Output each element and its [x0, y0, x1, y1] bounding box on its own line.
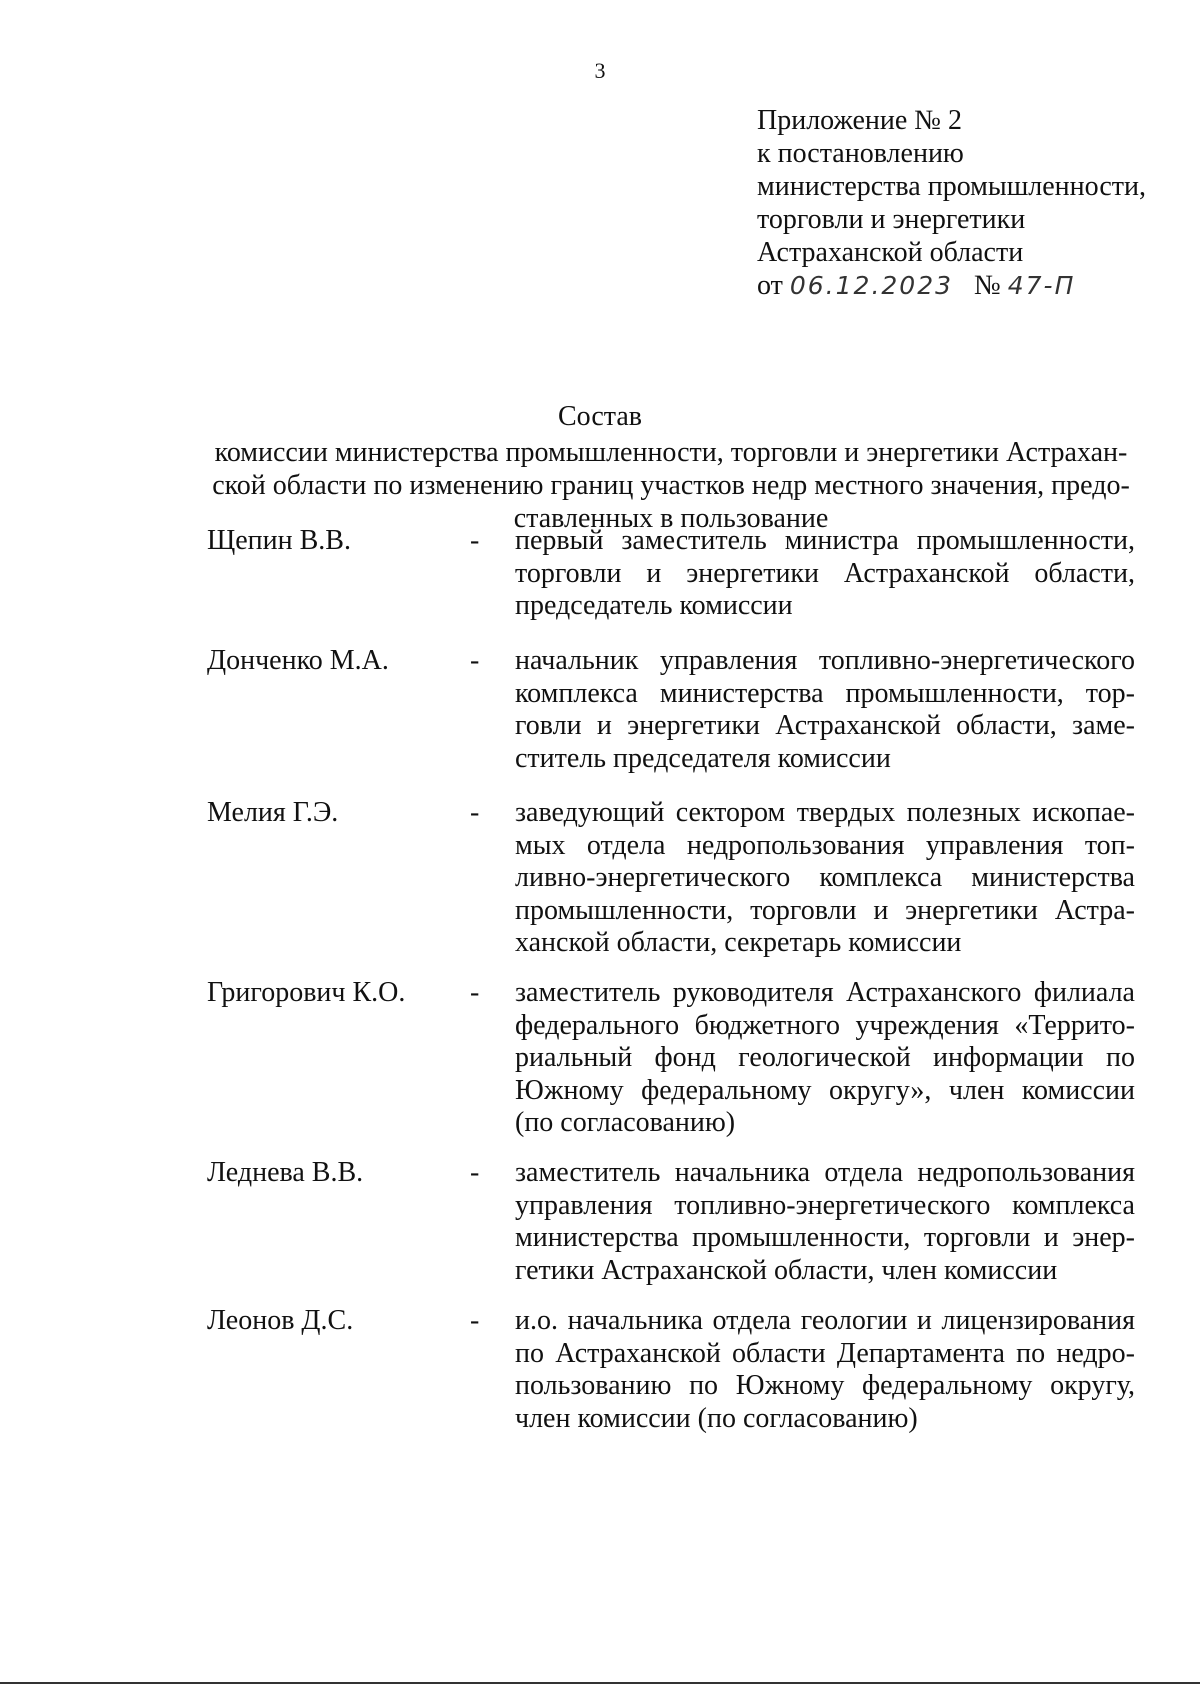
member-dash: - — [470, 525, 480, 556]
document-subtitle — [207, 436, 1135, 535]
member-description — [515, 1157, 1135, 1287]
member-description — [515, 797, 1135, 960]
member-name: Леонов Д.С. — [207, 1305, 354, 1336]
number-prefix: № — [974, 270, 1001, 301]
appendix-line: Астраханской области — [757, 237, 1024, 268]
appendix-date-line — [757, 269, 1177, 302]
description-line: комплекса министерства промышленности, тор- — [515, 677, 1135, 709]
appendix-block — [757, 104, 1177, 302]
handwritten-date: 06.12.2023 — [789, 271, 954, 300]
document-title: Состав — [557, 401, 643, 432]
member-description — [515, 977, 1135, 1140]
member-dash: - — [470, 977, 480, 1008]
member-dash: - — [470, 797, 480, 828]
description-line: член комиссии (по согласованию) — [515, 1402, 918, 1434]
member-name: Григорович К.О. — [207, 977, 406, 1008]
appendix-line: торговли и энергетики — [757, 204, 1026, 235]
member-description — [515, 525, 1135, 623]
member-dash: - — [470, 645, 480, 676]
description-line: промышленности, торговли и энергетики Астра- — [515, 894, 1135, 926]
description-line: гетики Астраханской области, член комиссии — [515, 1254, 1058, 1286]
page-bottom-rule — [0, 1682, 1200, 1684]
page-number: 3 — [594, 58, 606, 83]
description-line: заместитель руководителя Астраханского филиала — [515, 977, 1135, 1008]
description-line: Южному федеральному округу», член комиссии — [515, 1074, 1135, 1106]
member-description — [515, 1305, 1135, 1435]
member-name: Мелия Г.Э. — [207, 797, 339, 828]
member-name: Щепин В.В. — [207, 525, 351, 556]
description-line: по Астраханской области Департамента по недро- — [515, 1337, 1135, 1369]
description-line: заведующий сектором твердых полезных ископае- — [515, 797, 1135, 828]
member-dash: - — [470, 1157, 480, 1188]
appendix-line: Приложение № 2 — [757, 105, 962, 136]
handwritten-number: 47-П — [1007, 271, 1076, 300]
description-line: пользованию по Южному федеральному округу, — [515, 1370, 1135, 1401]
description-line: ливно-энергетического комплекса министерства — [515, 862, 1135, 893]
description-line: федерального бюджетного учреждения «Террито- — [515, 1009, 1135, 1041]
appendix-line: министерства промышленности, — [757, 171, 1146, 202]
description-line: риальный фонд геологической информации по — [515, 1042, 1135, 1073]
description-line: председатель комиссии — [515, 590, 793, 621]
description-line: говли и энергетики Астраханской области, заме- — [515, 710, 1135, 741]
description-line: министерства промышленности, торговли и энер- — [515, 1222, 1135, 1253]
description-line: ханской области, секретарь комиссии — [515, 927, 962, 958]
description-line: и.о. начальника отдела геологии и лицензирования — [515, 1305, 1135, 1336]
description-line: (по согласованию) — [515, 1107, 736, 1138]
subtitle-line: ставленных в пользование — [513, 503, 829, 534]
member-dash: - — [470, 1305, 480, 1336]
date-prefix: от — [757, 270, 783, 301]
appendix-line: к постановлению — [757, 138, 964, 169]
description-line: ститель председателя комиссии — [515, 742, 891, 774]
description-line: торговли и энергетики Астраханской области, — [515, 557, 1135, 589]
description-line: первый заместитель министра промышленности, — [515, 525, 1135, 556]
subtitle-line: комиссии министерства промышленности, торговли и энергетики Астрахан- — [214, 437, 1128, 468]
member-name: Леднева В.В. — [207, 1157, 364, 1188]
description-line: мых отдела недропользования управления топ- — [515, 829, 1135, 861]
description-line: управления топливно-энергетического комплекса — [515, 1189, 1135, 1221]
member-name: Донченко М.А. — [207, 645, 389, 676]
description-line: заместитель начальника отдела недропользования — [515, 1157, 1135, 1188]
subtitle-line: ской области по изменению границ участков недр местного значения, предо- — [212, 470, 1130, 501]
member-description — [515, 645, 1135, 775]
description-line: начальник управления топливно-энергетического — [515, 645, 1135, 676]
